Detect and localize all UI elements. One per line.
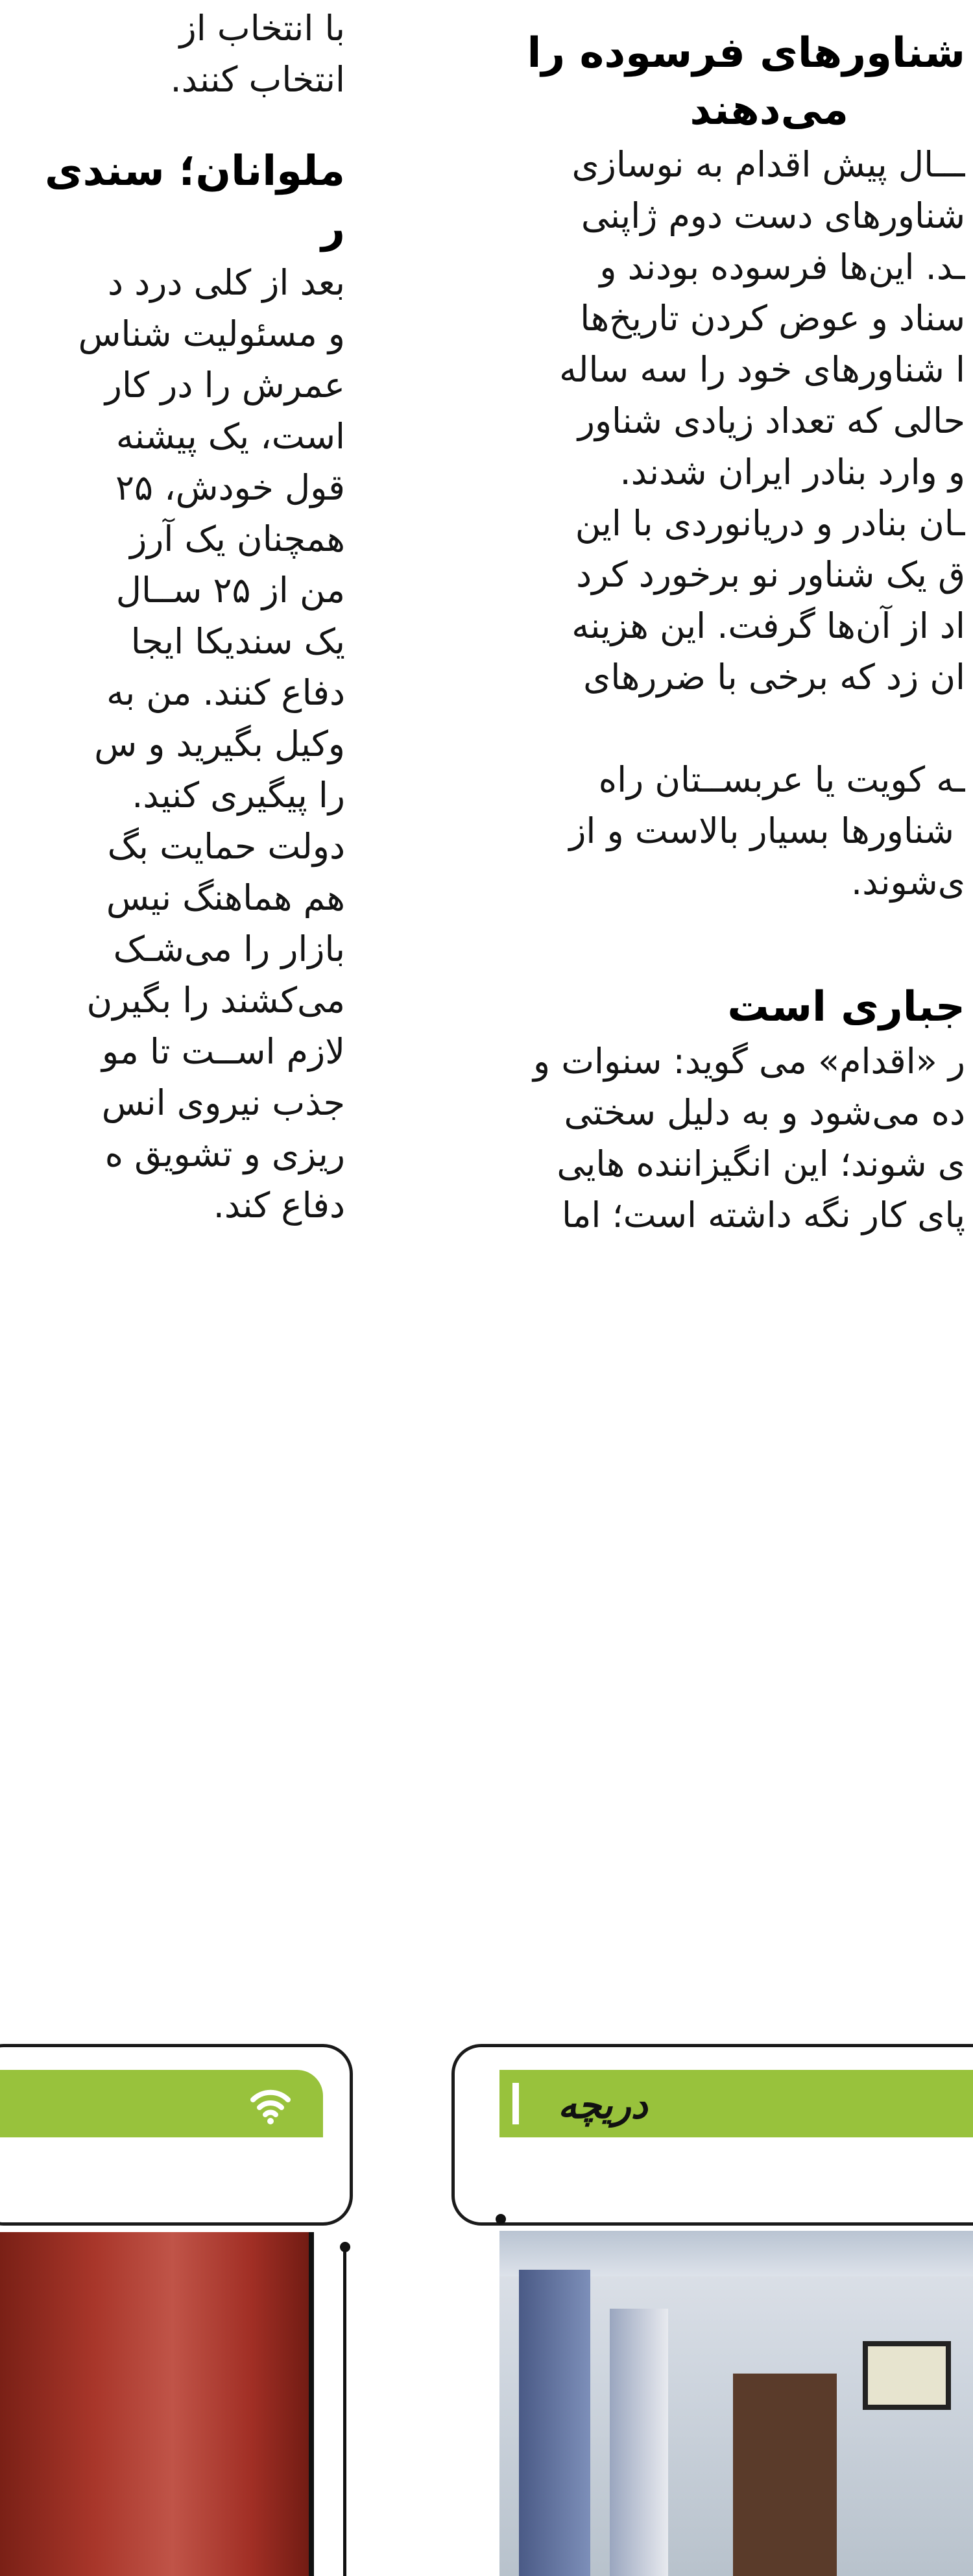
column-label: دریچه — [558, 2083, 648, 2127]
text-line: پای کار نگه داشته است؛ اما — [562, 1195, 965, 1235]
text-line: اد از آن‌ها گرفت. این هزینه — [571, 605, 965, 646]
text-line: حالی که تعداد زیادی شناور — [577, 400, 965, 441]
text-line: انتخاب کنند. — [170, 59, 345, 100]
text-line: و وارد بنادر ایران شدند. — [619, 452, 965, 492]
text-line: هم هماهنگ نیس — [106, 877, 345, 918]
text-line: همچنان یک آرز — [130, 518, 345, 559]
text-line: ی شوند؛ این انگیزاننده هایی — [557, 1143, 965, 1184]
text-line: با انتخاب از — [179, 8, 345, 49]
text-line: ی‌شوند. — [851, 862, 965, 903]
left-column — [9, 3, 345, 1231]
text-line: سناد و عوض کردن تاریخ‌ها — [580, 298, 965, 339]
connector-line — [343, 2245, 346, 2576]
wifi-icon — [241, 2074, 300, 2132]
paragraph-gap — [407, 703, 965, 754]
text-line: ا شناورهای خود را سه ساله — [559, 349, 965, 390]
text-line: دفاع کنند. من به — [106, 672, 345, 713]
text-line: یک سندیکا ایجا — [130, 621, 345, 662]
article-heading: می‌دهند — [690, 86, 848, 134]
text-line: قول خودش، ۲۵ — [115, 467, 345, 508]
text-line: ـان بنادر و دریانوردی با این — [575, 503, 965, 544]
text-line: ان زد که برخی با ضررهای — [583, 657, 965, 698]
section-heading: ر — [321, 204, 345, 252]
text-line: ر «اقدام» می گوید: سنوات و — [533, 1041, 965, 1082]
text-line: بعد از کلی درد د — [108, 262, 345, 303]
text-line: وکیل بگیرید و س — [94, 723, 345, 764]
right-column — [407, 25, 965, 1241]
connector-dot — [496, 2214, 506, 2224]
text-line: شناورهای دست دوم ژاپنی — [581, 195, 965, 236]
text-line: و مسئولیت شناس — [78, 313, 345, 354]
text-line: ِ شناورها بسیار بالاست و از — [569, 810, 965, 851]
photo-detail — [519, 2270, 590, 2576]
text-line: ده می‌شود و به دلیل سختی — [564, 1092, 965, 1133]
article-heading: شناورهای فرسوده را — [527, 29, 965, 77]
paragraph-gap — [407, 908, 965, 959]
text-line: ـه کویت یا عربســتان راه — [598, 759, 965, 800]
text-line: ریزی و تشویق ه — [104, 1134, 345, 1174]
bar-notch — [512, 2083, 519, 2124]
photo-image — [0, 2232, 314, 2576]
text-line: دفاع کند. — [213, 1185, 345, 1226]
photo-frame — [309, 2232, 314, 2576]
section-heading: جباری است — [727, 983, 965, 1031]
photo-image — [499, 2231, 973, 2576]
text-line: می‌کشند را بگیرن — [86, 980, 345, 1021]
text-line: ـــال پیش اقدام به نوسازی — [571, 144, 965, 185]
text-line: است، یک پیشنه — [115, 416, 345, 457]
text-line: جذب نیروی انس — [101, 1082, 345, 1123]
text-line: ـد. این‌ها فرسوده بودند و — [599, 247, 965, 287]
photo-detail — [733, 2374, 837, 2576]
text-line: را پیگیری کنید. — [132, 775, 345, 816]
text-line: بازار را می‌شـک — [113, 929, 345, 969]
section-heading: ملوانان؛ سندی — [44, 147, 345, 195]
photo-detail — [863, 2341, 951, 2410]
text-line: لازم اســت تا مو — [101, 1031, 345, 1072]
text-line: ق یک شناور نو برخورد کرد — [576, 554, 965, 595]
text-line: من از ۲۵ ســال — [115, 570, 345, 611]
text-line: عمرش را در کار — [104, 365, 345, 406]
text-line: دولت حمایت بگ — [107, 826, 345, 867]
photo-detail — [610, 2309, 668, 2576]
